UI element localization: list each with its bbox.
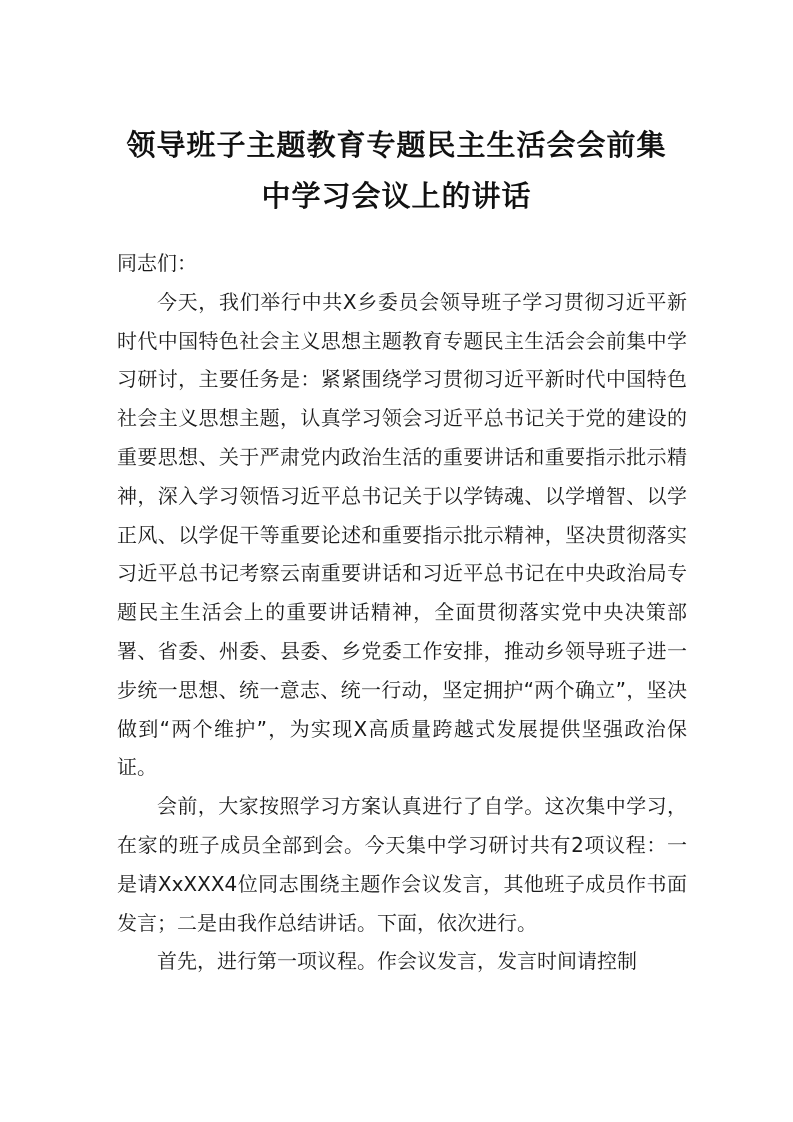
document-title-line-1: 领导班子主题教育专题民主生活会会前集 [126, 128, 667, 162]
document-body [117, 244, 687, 981]
salutation: 同志们： [117, 251, 197, 275]
paragraph-opening: 今天，我们举行中共X乡委员会领导班子学习贯彻习近平新时代中国特色社会主义思想主题教育专题民主生活会会前集中学习研讨，主要任务是：紧紧围绕学习贯彻习近平新时代中国特色社会主义思想主题，认真学习领会习近平总书记关于党的建设的重要思想、关于严肃党内政治生活的重要讲话和重要指示批示精神，深入学习领悟习近平总书记关于以学铸魂、以学增智、以学正风、以学促干等重要论述和重要指示批示精神，坚决贯彻落实习近平总书记考察云南重要讲话和习近平总书记在中央政治局专题民主生活会上的重要讲话精神，全面贯彻落实党中央决策部署、省委、州委、县委、乡党委工作安排，推动乡领导班子进一步统一思想、统一意志、统一行动，坚定拥护“两个确立”，坚决做到“两个维护”，为实现X高质量跨越式发展提供坚强政治保证。 [117, 289, 687, 780]
paragraph-preparation: 会前，大家按照学习方案认真进行了自学。这次集中学习，在家的班子成员全部到会。今天集中学习研讨共有2项议程：一是请XxXXX4位同志围绕主题作会议发言，其他班子成员作书面发言；二是由我作总结讲话。下面，依次进行。 [117, 794, 687, 935]
paragraph-first-agenda: 首先，进行第一项议程。作会议发言，发言时间请控制 [157, 949, 637, 974]
document-title-line-2: 中学习会议上的讲话 [261, 179, 532, 213]
